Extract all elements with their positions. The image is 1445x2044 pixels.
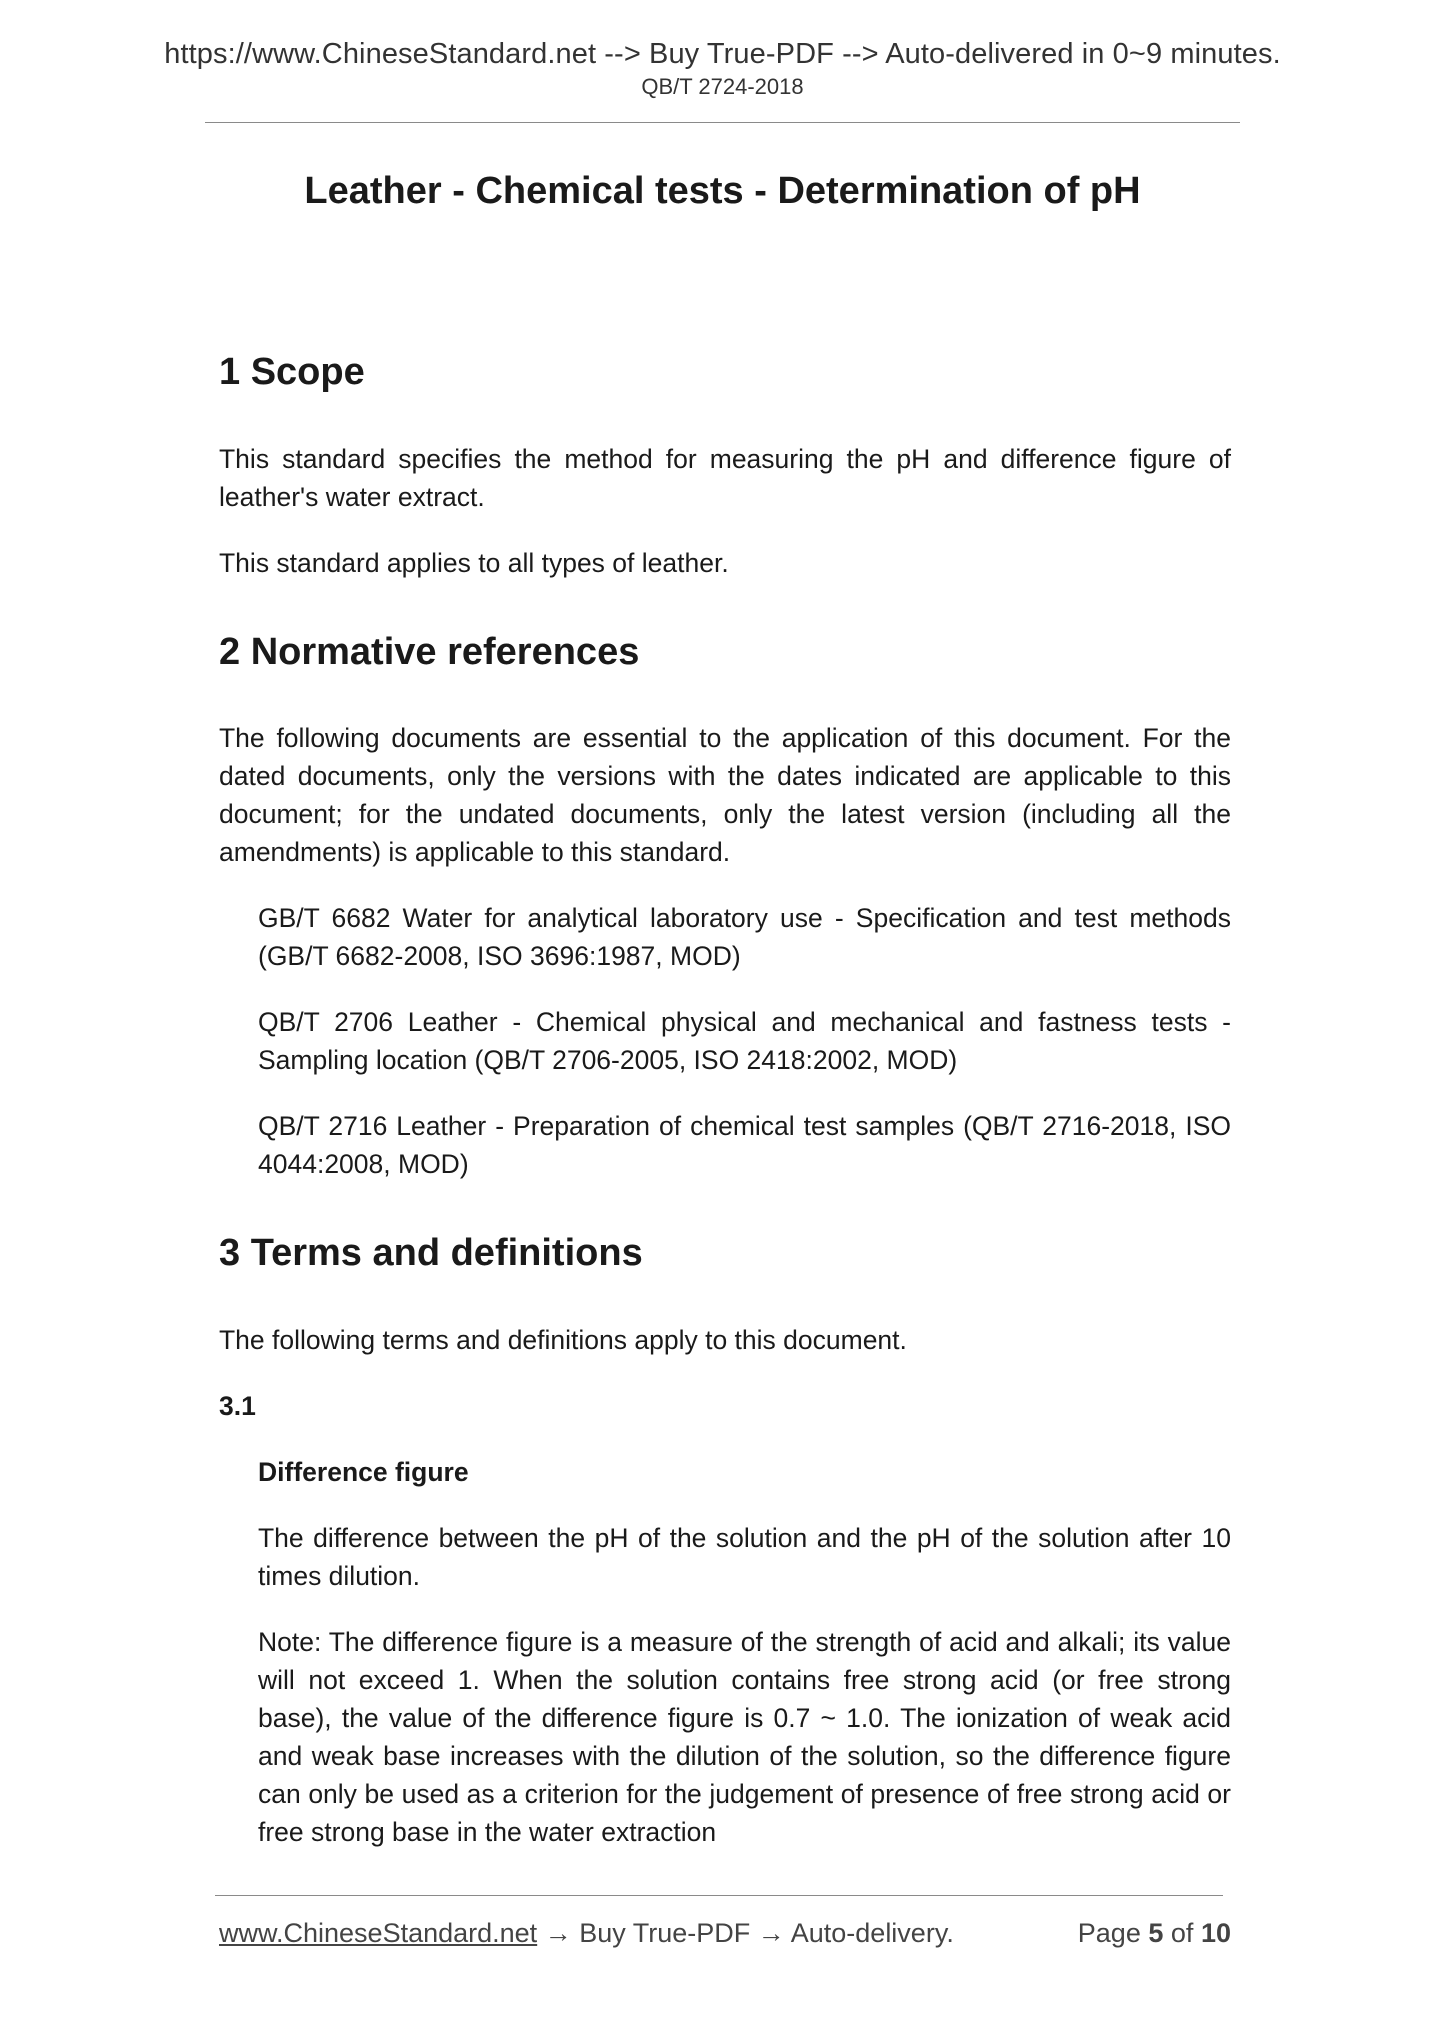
scope-paragraph: This standard specifies the method for measuring the pH and difference figure of leather's water extract. bbox=[219, 443, 1231, 512]
normative-intro: The following documents are essential to the application of this document. For the dated documents, only the versions with the dates indicated are applicable to this document; for the undated documents, only the latest version (including all the amendments) is applicable to this standard. bbox=[219, 723, 1231, 868]
footer-divider bbox=[215, 1895, 1223, 1896]
page-indicator bbox=[1078, 1918, 1231, 1949]
reference-item: QB/T 2706 Leather - Chemical physical and mechanical and fastness tests - Sampling location (QB/T 2706-2005, ISO 2418:2002, MOD) bbox=[258, 1007, 1231, 1076]
reference-item: GB/T 6682 Water for analytical laboratory use - Specification and test methods (GB/T 6682-2008, ISO 3696:1987, MOD) bbox=[258, 903, 1231, 972]
page-total: 10 bbox=[1200, 1918, 1231, 1948]
page-current: 5 bbox=[1148, 1918, 1164, 1948]
term-note: Note: The difference figure is a measure of the strength of acid and alkali; its value will not exceed 1. When the solution contains free strong acid (or free strong base), the value of the difference figure is 0.7 ~ 1.0. The ionization of weak acid and weak base increases with the dilution of the solution, so the difference figure can only be used as a criterion for the judgement of presence of free strong acid or free strong base in the water extraction bbox=[258, 1626, 1231, 1847]
page-title: Leather - Chemical tests - Determination of pH bbox=[304, 170, 1141, 212]
footer-tagline: → Buy True-PDF → Auto-delivery. bbox=[537, 1918, 954, 1948]
page-of: of bbox=[1170, 1918, 1194, 1948]
page-footer bbox=[219, 1918, 1231, 1949]
page-label: Page bbox=[1077, 1918, 1141, 1948]
section-heading-terms: 3 Terms and definitions bbox=[219, 1232, 643, 1275]
header-banner: https://www.ChineseStandard.net --> Buy True-PDF --> Auto-delivered in 0~9 minutes. bbox=[164, 38, 1281, 70]
header-divider bbox=[205, 122, 1240, 123]
document-body bbox=[219, 350, 1231, 1879]
footer-website-link[interactable]: www.ChineseStandard.net bbox=[219, 1918, 538, 1948]
terms-intro: The following terms and definitions apply to this document. bbox=[219, 1324, 907, 1355]
term-name: Difference figure bbox=[258, 1456, 469, 1487]
section-heading-scope: 1 Scope bbox=[219, 351, 365, 393]
section-heading-normative-references: 2 Normative references bbox=[219, 630, 640, 673]
term-definition: The difference between the pH of the solution and the pH of the solution after 10 times dilution. bbox=[258, 1522, 1231, 1591]
document-code: QB/T 2724-2018 bbox=[641, 74, 804, 99]
scope-applicability: This standard applies to all types of leather. bbox=[219, 547, 729, 578]
clause-number: 3.1 bbox=[219, 1390, 256, 1421]
reference-item: QB/T 2716 Leather - Preparation of chemical test samples (QB/T 2716-2018, ISO 4044:2008, MOD) bbox=[258, 1111, 1231, 1180]
